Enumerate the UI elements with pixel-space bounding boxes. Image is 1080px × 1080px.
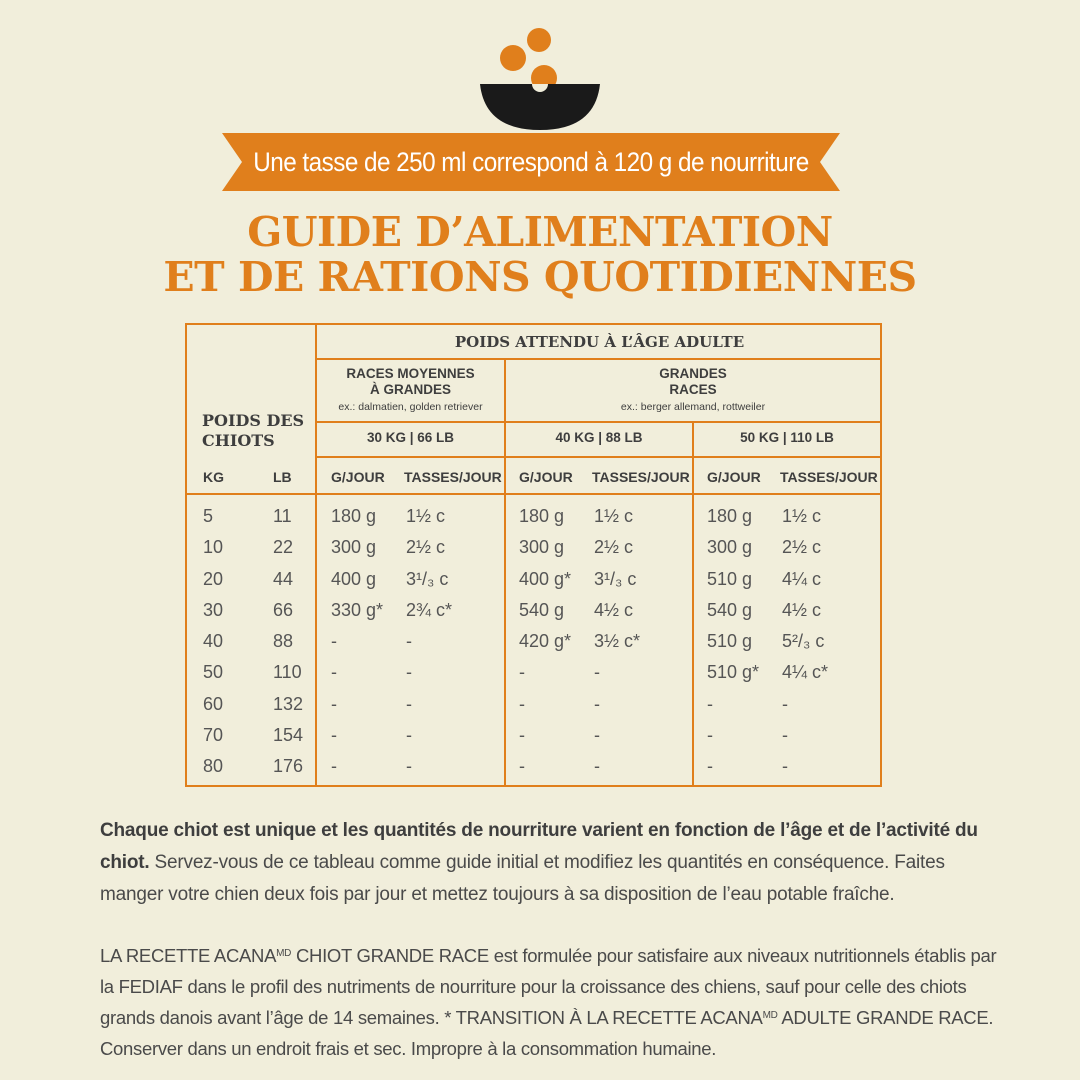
- table-cell: 80: [203, 756, 224, 777]
- table-row: [187, 503, 880, 534]
- table-cell: -: [406, 756, 412, 777]
- table-cell: 330 g*: [331, 599, 384, 620]
- table-cell: -: [519, 693, 525, 714]
- table-cell: 4¼ c: [782, 568, 822, 589]
- disclaimer-part-3: ADULTE GRANDE RACE. Conserver dans un endroit frais et sec. Impropre à la consommation humaine.: [100, 1007, 994, 1059]
- puppy-weight-header: [202, 411, 304, 451]
- table-cell: 1½ c: [406, 506, 446, 526]
- table-row: [187, 659, 880, 690]
- group-large-title-2: RACES: [669, 382, 717, 397]
- table-cell: -: [594, 662, 600, 683]
- title-line-1: GUIDE D’ALIMENTATION: [247, 208, 833, 256]
- food-bowl-icon: [470, 18, 610, 133]
- table-cell: 3¹/₃ c: [406, 568, 449, 589]
- table-cell: -: [782, 756, 788, 777]
- table-cell: -: [406, 693, 412, 714]
- table-cell: 1½ c: [594, 506, 634, 526]
- table-cell: -: [406, 725, 412, 746]
- table-cell: 40: [203, 631, 224, 652]
- table-cell: 1½ c: [782, 506, 822, 526]
- portion-banner: [222, 133, 840, 191]
- table-row: [187, 566, 880, 597]
- table-cell: 300 g: [707, 537, 753, 558]
- weight-50kg: 50 KG | 110 LB: [740, 430, 834, 445]
- table-cell: 22: [273, 537, 294, 558]
- group-medium-large-title-2: À GRANDES: [369, 382, 451, 397]
- table-cell: 400 g: [331, 568, 377, 589]
- trademark-md-2: MD: [762, 1010, 778, 1021]
- group-medium-large-title-1: RACES MOYENNES: [346, 366, 475, 381]
- table-cell: 5²/₃ c: [782, 631, 825, 652]
- table-cell: -: [707, 693, 713, 714]
- col-g-jour-3: G/JOUR: [707, 469, 761, 485]
- col-tasses-3: TASSES/JOUR: [780, 469, 878, 485]
- table-cell: 540 g: [707, 599, 753, 620]
- col-g-jour-1: G/JOUR: [331, 469, 385, 485]
- col-tasses-2: TASSES/JOUR: [592, 469, 690, 485]
- table-cell: -: [782, 693, 788, 714]
- table-cell: -: [519, 756, 525, 777]
- table-cell: -: [406, 631, 412, 652]
- table-cell: 510 g: [707, 568, 753, 589]
- table-cell: 30: [203, 599, 224, 620]
- table-row: [187, 691, 880, 722]
- group-medium-large: [317, 366, 504, 413]
- feeding-note-bold: Chaque chiot est unique et les quantités de nourriture varient en fonction de l’âge et de l’activité du chiot.: [100, 820, 978, 873]
- table-cell: 10: [203, 537, 224, 558]
- table-cell: 20: [203, 568, 224, 589]
- table-cell: 70: [203, 725, 224, 746]
- feeding-note: [100, 815, 1000, 911]
- table-cell: 3¹/₃ c: [594, 568, 637, 589]
- group-large-title-1: GRANDES: [659, 366, 727, 381]
- table-cell: 180 g: [519, 506, 565, 526]
- table-row: [187, 628, 880, 659]
- weight-30kg: 30 KG | 66 LB: [366, 430, 455, 445]
- puppy-weight-header-l1: POIDS DES: [202, 411, 305, 430]
- disclaimer-part-1: LA RECETTE ACANA: [100, 945, 277, 966]
- table-cell: -: [707, 725, 713, 746]
- table-cell: 2¾ c*: [406, 599, 453, 620]
- table-cell: -: [331, 693, 337, 714]
- table-cell: -: [331, 662, 337, 683]
- table-cell: 4½ c: [782, 599, 822, 620]
- table-cell: 5: [203, 506, 214, 526]
- table-cell: 11: [273, 506, 292, 526]
- col-tasses-1: TASSES/JOUR: [404, 469, 502, 485]
- table-cell: -: [519, 662, 525, 683]
- table-row: [187, 722, 880, 753]
- feeding-note-rest: Servez-vous de ce tableau comme guide initial et modifiez les quantités en conséquence. Faites manger votre chien deux fois par jour et mettez toujours à sa disposition de l’eau potable fraîche.: [100, 852, 945, 905]
- table-cell: 2½ c: [782, 537, 822, 558]
- col-kg: KG: [203, 469, 224, 485]
- table-cell: 180 g: [331, 506, 377, 526]
- col-g-jour-2: G/JOUR: [519, 469, 573, 485]
- table-cell: 180 g: [707, 506, 753, 526]
- table-cell: 66: [273, 599, 294, 620]
- table-cell: -: [782, 725, 788, 746]
- table-cell: 420 g*: [519, 631, 572, 652]
- table-cell: 50: [203, 662, 224, 683]
- feeding-table: [185, 323, 882, 787]
- table-cell: 88: [273, 631, 294, 652]
- disclaimer-part-2: CHIOT GRANDE RACE est formulée pour satisfaire aux niveaux nutritionnels établis par la FEDIAF dans le profil des nutriments de nourriture pour la croissance des chiens, sauf pour celle des chiots grands danois avant l’âge de 14 semaines. * TRANSITION À LA RECETTE ACANA: [100, 945, 997, 1028]
- table-row: [187, 753, 880, 784]
- table-cell: -: [594, 725, 600, 746]
- table-cell: -: [519, 725, 525, 746]
- table-cell: -: [707, 756, 713, 777]
- table-row: [187, 597, 880, 628]
- puppy-weight-header-l2: CHIOTS: [202, 431, 275, 450]
- table-cell: 132: [273, 693, 304, 714]
- table-cell: 4¼ c*: [782, 662, 829, 683]
- table-cell: -: [594, 693, 600, 714]
- table-cell: -: [594, 756, 600, 777]
- title-line-2: ET DE RATIONS QUOTIDIENNES: [163, 253, 917, 301]
- table-cell: 44: [273, 568, 294, 589]
- table-cell: 300 g: [331, 537, 377, 558]
- table-cell: 2½ c: [406, 537, 446, 558]
- table-cell: 154: [273, 725, 304, 746]
- banner-text: Une tasse de 250 ml correspond à 120 g de nourriture: [253, 146, 809, 177]
- trademark-md-1: MD: [276, 948, 292, 959]
- table-body: [187, 503, 880, 785]
- table-cell: 110: [273, 662, 302, 683]
- group-large: [506, 366, 880, 413]
- weight-40kg: 40 KG | 88 LB: [555, 430, 643, 445]
- col-lb: LB: [273, 469, 292, 485]
- table-cell: -: [331, 756, 337, 777]
- table-cell: 300 g: [519, 537, 565, 558]
- table-cell: -: [331, 631, 337, 652]
- table-cell: 3½ c*: [594, 631, 641, 652]
- table-cell: -: [331, 725, 337, 746]
- table-cell: 176: [273, 756, 304, 777]
- table-cell: -: [406, 662, 412, 683]
- table-cell: 510 g: [707, 631, 753, 652]
- table-cell: 400 g*: [519, 568, 572, 589]
- disclaimer: [100, 940, 1000, 1064]
- table-cell: 4½ c: [594, 599, 634, 620]
- table-row: [187, 534, 880, 565]
- group-large-subtitle: ex.: berger allemand, rottweiler: [620, 401, 766, 413]
- table-cell: 510 g*: [707, 662, 760, 683]
- adult-weight-header: POIDS ATTENDU À L’ÂGE ADULTE: [454, 333, 745, 351]
- table-cell: 60: [203, 693, 224, 714]
- table-cell: 2½ c: [594, 537, 634, 558]
- group-medium-large-subtitle: ex.: dalmatien, golden retriever: [338, 401, 483, 413]
- table-cell: 540 g: [519, 599, 565, 620]
- page-title: [0, 210, 1080, 300]
